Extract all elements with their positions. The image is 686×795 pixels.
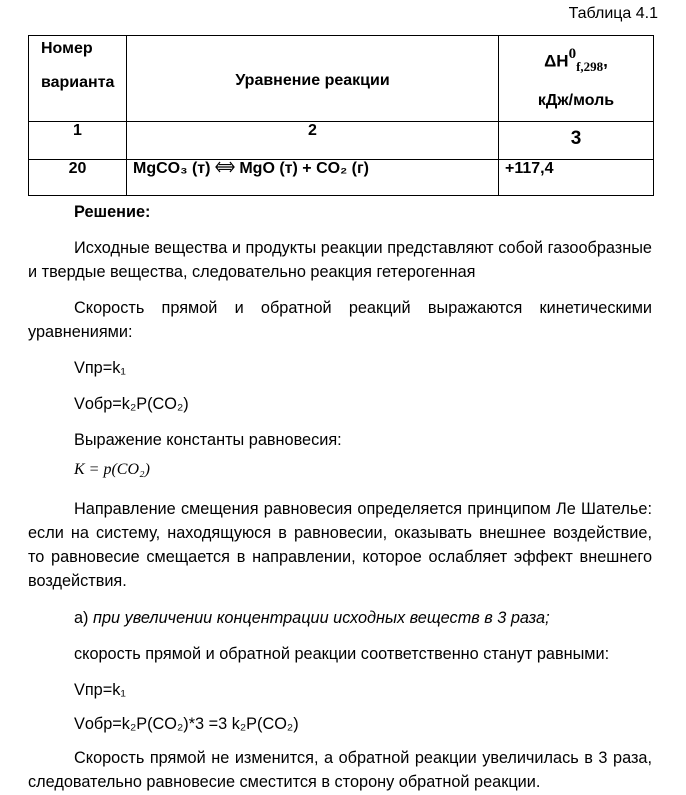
equation-reverse-rate-2: Vобр=k₂P(CO₂)*3 =3 k₂P(CO₂) — [74, 715, 299, 733]
equation-forward-rate: Vпр=k₁ — [74, 359, 126, 377]
case-a-line — [28, 606, 652, 630]
header-enthalpy-cell — [499, 36, 654, 122]
enthalpy-comma: , — [603, 51, 608, 71]
header-variant-line2: варианта — [41, 74, 115, 91]
paragraph-constant: Выражение константы равновесия: — [74, 431, 342, 449]
paragraph-conclusion: Скорость прямой не изменится, а обратной реакции увеличилась в 3 раза, следовательно равновесие сместится в сторону обратной реакции. — [28, 749, 652, 791]
header-variant-line1: Номер — [41, 40, 93, 57]
header-enthalpy-symbol — [505, 48, 647, 75]
table-row — [29, 160, 654, 196]
header-equation-cell — [127, 36, 499, 122]
reaction-left: MgCO₃ (т) — [133, 160, 211, 178]
enthalpy-subscript: f,298 — [576, 59, 604, 75]
column-number-row — [29, 122, 654, 160]
header-enthalpy-unit: кДж/моль — [537, 92, 615, 109]
variant-value: 20 — [29, 160, 127, 196]
equation-reverse-rate: Vобр=k₂P(CO₂) — [74, 395, 189, 413]
reaction-equation — [127, 160, 499, 196]
paragraph-kinetic: Скорость прямой и обратной реакций выражаются кинетическими уравнениями: — [28, 299, 652, 341]
column-number-1: 1 — [29, 122, 127, 160]
double-arrow-icon — [215, 160, 235, 178]
header-variant-cell — [29, 36, 127, 122]
paragraph-rates-become: скорость прямой и обратной реакции соответственно станут равными: — [74, 645, 610, 663]
case-a-text: при увеличении концентрации исходных веществ в 3 раза; — [93, 609, 550, 627]
paragraph-heterogeneous: Исходные вещества и продукты реакции представляют собой газообразные и твердые вещества, следовательно реакция гетерогенная — [28, 239, 652, 281]
column-number-2: 2 — [127, 122, 499, 160]
paragraph-le-chatelier: Направление смещения равновесия определяется принципом Ле Шателье: если на систему, находящуюся в равновесии, оказывать внешнее воздействие, то равновесие смещается в направлении, которое ослабляет эффект внешнего воздействия. — [28, 500, 652, 590]
header-equation: Уравнение реакции — [235, 72, 390, 89]
enthalpy-superscript: 0 — [568, 46, 577, 62]
solution-heading: Решение: — [74, 203, 151, 221]
reaction-right: MgO (т) + CO₂ (г) — [239, 160, 369, 178]
enthalpy-value: +117,4 — [499, 160, 654, 196]
equilibrium-constant-formula: K = p(CO₂) — [74, 461, 150, 478]
case-a-prefix: а) — [74, 609, 94, 627]
table-caption: Таблица 4.1 — [568, 5, 658, 22]
delta-symbol: ΔH — [544, 51, 569, 71]
reaction-table — [28, 35, 654, 196]
column-number-3: 3 — [499, 122, 654, 160]
equation-forward-rate-2: Vпр=k₁ — [74, 681, 126, 699]
table-header-row — [29, 36, 654, 122]
